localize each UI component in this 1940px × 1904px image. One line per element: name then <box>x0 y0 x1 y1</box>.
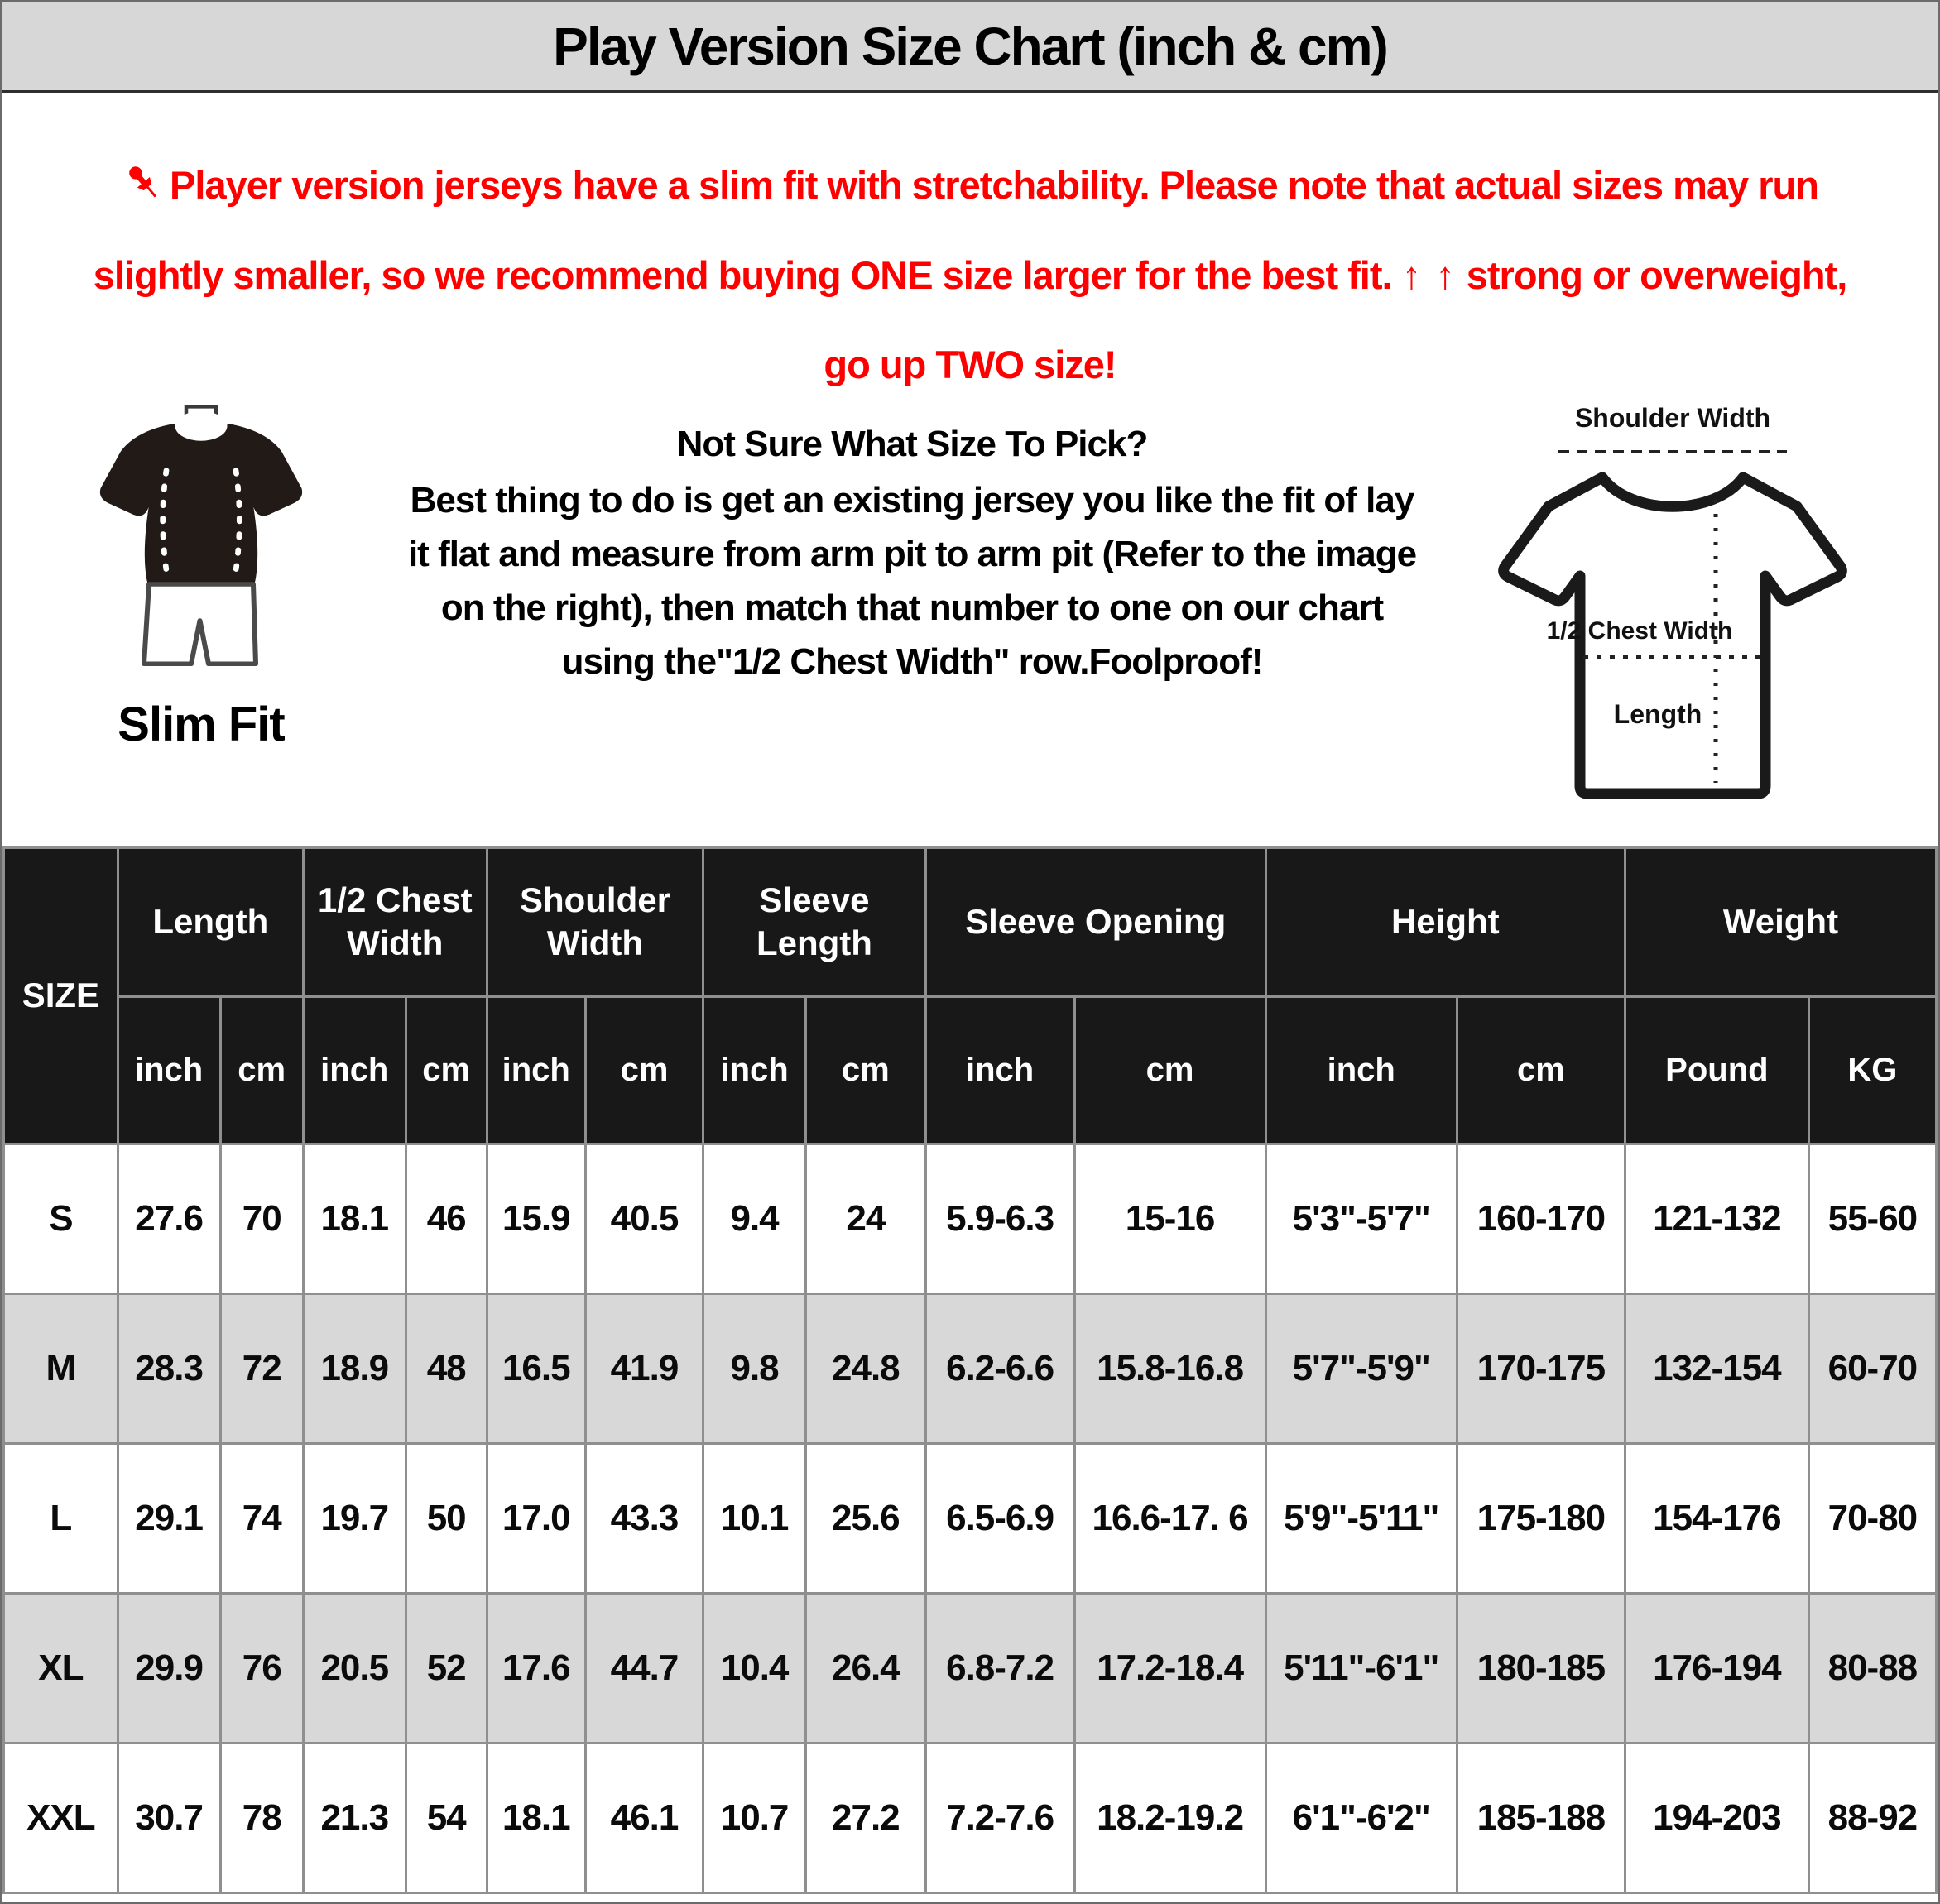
unit-header-sleeve-opening-cm: cm <box>1074 996 1265 1144</box>
value-cell-xxl-0: 30.7 <box>118 1743 220 1892</box>
group-header-length: Length <box>118 847 303 996</box>
value-cell-xl-9: 17.2-18.4 <box>1074 1593 1265 1743</box>
value-cell-xxl-12: 194-203 <box>1625 1743 1808 1892</box>
unit-header-length-inch: inch <box>118 996 220 1144</box>
value-cell-xxl-2: 21.3 <box>303 1743 406 1892</box>
unit-header-shoulder-width-cm: cm <box>585 996 703 1144</box>
value-cell-m-7: 24.8 <box>805 1293 925 1443</box>
size-table-header <box>4 847 1937 1144</box>
page-title: Play Version Size Chart (inch & cm) <box>553 17 1387 76</box>
unit-header-sleeve-length-cm: cm <box>805 996 925 1144</box>
value-cell-xxl-6: 10.7 <box>703 1743 806 1892</box>
value-cell-xl-4: 17.6 <box>487 1593 585 1743</box>
value-cell-xxl-5: 46.1 <box>585 1743 703 1892</box>
group-header-weight: Weight <box>1625 847 1936 996</box>
notice-line-3 <box>27 343 1913 387</box>
value-cell-m-6: 9.8 <box>703 1293 806 1443</box>
value-cell-l-9: 16.6-17. 6 <box>1074 1443 1265 1593</box>
value-cell-s-10: 5'3"-5'7" <box>1265 1144 1457 1293</box>
value-cell-xl-0: 29.9 <box>118 1593 220 1743</box>
value-cell-l-4: 17.0 <box>487 1443 585 1593</box>
value-cell-m-2: 18.9 <box>303 1293 406 1443</box>
pushpin-icon <box>122 161 166 205</box>
unit-header-1-2-chest-width-inch: inch <box>303 996 406 1144</box>
value-cell-l-2: 19.7 <box>303 1443 406 1593</box>
table-row-m <box>4 1293 1937 1443</box>
value-cell-xxl-10: 6'1"-6'2" <box>1265 1743 1457 1892</box>
notice-text-3: go up TWO size! <box>824 343 1116 387</box>
value-cell-s-11: 160-170 <box>1457 1144 1625 1293</box>
value-cell-xxl-8: 7.2-7.6 <box>925 1743 1074 1892</box>
value-cell-xxl-3: 54 <box>406 1743 487 1892</box>
value-cell-xl-13: 80-88 <box>1808 1593 1936 1743</box>
unit-header-length-cm: cm <box>220 996 303 1144</box>
unit-header-shoulder-width-inch: inch <box>487 996 585 1144</box>
value-cell-l-13: 70-80 <box>1808 1443 1936 1593</box>
value-cell-xxl-7: 27.2 <box>805 1743 925 1892</box>
value-cell-l-11: 175-180 <box>1457 1443 1625 1593</box>
value-cell-xl-12: 176-194 <box>1625 1593 1808 1743</box>
value-cell-m-3: 48 <box>406 1293 487 1443</box>
value-cell-s-8: 5.9-6.3 <box>925 1144 1074 1293</box>
notice-text-2a: slightly smaller, so we recommend buying ONE size larger for the best fit. <box>93 252 1402 297</box>
value-cell-s-7: 24 <box>805 1144 925 1293</box>
group-header-shoulder-width: Shoulder Width <box>487 847 703 996</box>
table-row-l <box>4 1443 1937 1593</box>
slim-fit-figure <box>36 399 367 752</box>
value-cell-xl-2: 20.5 <box>303 1593 406 1743</box>
value-cell-s-9: 15-16 <box>1074 1144 1265 1293</box>
unit-header-weight-kg: KG <box>1808 996 1936 1144</box>
value-cell-l-12: 154-176 <box>1625 1443 1808 1593</box>
value-cell-xl-8: 6.8-7.2 <box>925 1593 1074 1743</box>
value-cell-s-6: 9.4 <box>703 1144 806 1293</box>
slim-fit-shirt-icon <box>77 402 325 675</box>
value-cell-m-11: 170-175 <box>1457 1293 1625 1443</box>
value-cell-l-3: 50 <box>406 1443 487 1593</box>
table-row-s <box>4 1144 1937 1293</box>
size-cell-xxl: XXL <box>4 1743 118 1892</box>
value-cell-l-8: 6.5-6.9 <box>925 1443 1074 1593</box>
value-cell-xxl-11: 185-188 <box>1457 1743 1625 1892</box>
unit-header-sleeve-opening-inch: inch <box>925 996 1074 1144</box>
unit-header-weight-pound: Pound <box>1625 996 1808 1144</box>
value-cell-s-4: 15.9 <box>487 1144 585 1293</box>
value-cell-m-5: 41.9 <box>585 1293 703 1443</box>
value-cell-l-6: 10.1 <box>703 1443 806 1593</box>
value-cell-xl-7: 26.4 <box>805 1593 925 1743</box>
slim-fit-label: Slim Fit <box>118 697 285 751</box>
value-cell-m-4: 16.5 <box>487 1293 585 1443</box>
value-cell-xl-5: 44.7 <box>585 1593 703 1743</box>
up-arrows-icon: ↑ ↑ <box>1401 252 1457 297</box>
unit-header-1-2-chest-width-cm: cm <box>406 996 487 1144</box>
diagram-length-label: Length <box>1613 698 1702 729</box>
size-cell-l: L <box>4 1443 118 1593</box>
guide-body: Best thing to do is get an existing jersey you like the fit of lay it flat and measure from arm pit to arm pit (Refer to the image on the right), then match that number to one on our chart using the"1/2 Chest Width" row.Foolproof! <box>407 479 1417 683</box>
value-cell-xxl-4: 18.1 <box>487 1743 585 1892</box>
group-header-height: Height <box>1265 847 1625 996</box>
value-cell-s-12: 121-132 <box>1625 1144 1808 1293</box>
size-column-header: SIZE <box>4 847 118 1144</box>
measure-diagram <box>1457 399 1904 829</box>
notice-line-2 <box>27 254 1913 298</box>
value-cell-xl-1: 76 <box>220 1593 303 1743</box>
diagram-chest-width-label: 1/2 Chest Width <box>1546 616 1733 645</box>
size-table-body <box>4 1144 1937 1892</box>
unit-header-sleeve-length-inch: inch <box>703 996 806 1144</box>
title-bar <box>2 2 1938 93</box>
value-cell-xl-3: 52 <box>406 1593 487 1743</box>
guide-section <box>2 387 1938 846</box>
group-header-sleeve-opening: Sleeve Opening <box>925 847 1265 996</box>
value-cell-m-10: 5'7"-5'9" <box>1265 1293 1457 1443</box>
value-cell-m-8: 6.2-6.6 <box>925 1293 1074 1443</box>
tshirt-measure-diagram-icon <box>1457 399 1888 829</box>
value-cell-xl-10: 5'11"-6'1" <box>1265 1593 1457 1743</box>
value-cell-xl-6: 10.4 <box>703 1593 806 1743</box>
notice-line-1 <box>27 161 1913 208</box>
group-header-1-2-chest-width: 1/2 Chest Width <box>303 847 487 996</box>
guide-text <box>367 399 1457 688</box>
notice-text-1: Player version jerseys have a slim fit with stretchability. Please note that actual sizes may run <box>170 163 1818 207</box>
value-cell-m-13: 60-70 <box>1808 1293 1936 1443</box>
size-table <box>2 846 1938 1894</box>
diagram-shoulder-width-label: Shoulder Width <box>1574 402 1771 433</box>
header-units-row <box>4 996 1937 1144</box>
value-cell-m-9: 15.8-16.8 <box>1074 1293 1265 1443</box>
header-group-row <box>4 847 1937 996</box>
value-cell-l-10: 5'9"-5'11" <box>1265 1443 1457 1593</box>
value-cell-l-0: 29.1 <box>118 1443 220 1593</box>
unit-header-height-inch: inch <box>1265 996 1457 1144</box>
size-cell-s: S <box>4 1144 118 1293</box>
value-cell-l-5: 43.3 <box>585 1443 703 1593</box>
value-cell-l-7: 25.6 <box>805 1443 925 1593</box>
unit-header-height-cm: cm <box>1457 996 1625 1144</box>
notice-section <box>2 93 1938 387</box>
size-cell-xl: XL <box>4 1593 118 1743</box>
value-cell-s-0: 27.6 <box>118 1144 220 1293</box>
value-cell-s-2: 18.1 <box>303 1144 406 1293</box>
value-cell-xxl-9: 18.2-19.2 <box>1074 1743 1265 1892</box>
value-cell-m-0: 28.3 <box>118 1293 220 1443</box>
value-cell-xxl-1: 78 <box>220 1743 303 1892</box>
value-cell-s-5: 40.5 <box>585 1144 703 1293</box>
value-cell-xl-11: 180-185 <box>1457 1593 1625 1743</box>
value-cell-m-12: 132-154 <box>1625 1293 1808 1443</box>
value-cell-xxl-13: 88-92 <box>1808 1743 1936 1892</box>
table-row-xl <box>4 1593 1937 1743</box>
size-cell-m: M <box>4 1293 118 1443</box>
value-cell-l-1: 74 <box>220 1443 303 1593</box>
value-cell-s-3: 46 <box>406 1144 487 1293</box>
group-header-sleeve-length: Sleeve Length <box>703 847 926 996</box>
value-cell-s-1: 70 <box>220 1144 303 1293</box>
notice-text-2b: strong or overweight, <box>1456 252 1847 297</box>
value-cell-m-1: 72 <box>220 1293 303 1443</box>
table-row-xxl <box>4 1743 1937 1892</box>
guide-heading: Not Sure What Size To Pick? <box>676 423 1148 464</box>
value-cell-s-13: 55-60 <box>1808 1144 1936 1293</box>
